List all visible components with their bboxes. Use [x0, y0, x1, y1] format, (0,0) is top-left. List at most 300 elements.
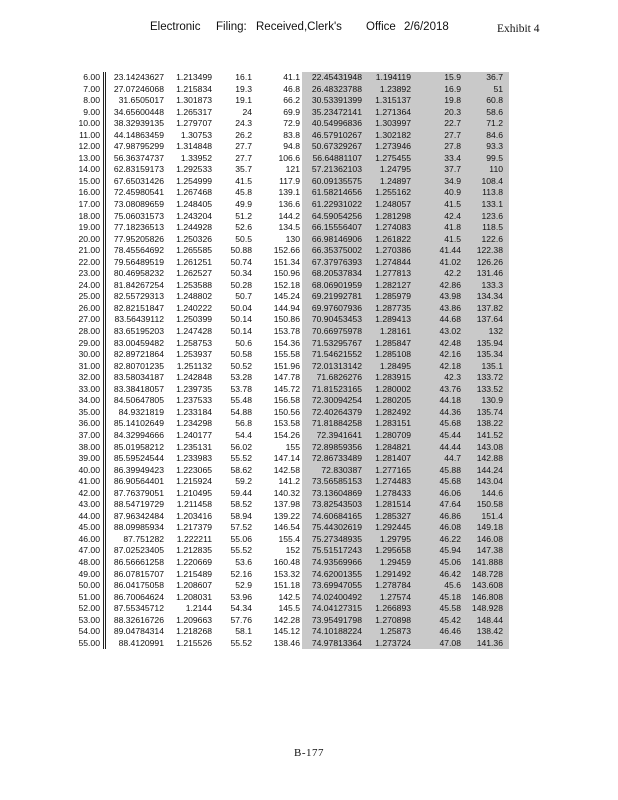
table-cell: 1.24795 — [364, 164, 411, 176]
table-cell: 46.57910267 — [302, 130, 364, 142]
table-cell: 60.09135575 — [302, 176, 364, 188]
table-row — [70, 603, 509, 615]
table-cell: 50.04 — [230, 302, 252, 313]
table-cell: 61.22931022 — [302, 199, 364, 211]
table-cell: 133.3 — [461, 280, 509, 292]
table-cell: 23.00 — [70, 268, 105, 280]
table-cell: 80.46958232 — [113, 268, 164, 279]
table-cell: 145.5 — [278, 603, 300, 614]
table-row — [70, 95, 509, 107]
table-cell: 146.08 — [461, 534, 509, 546]
table-cell: 150.86 — [273, 314, 300, 325]
table-cell: 45.18 — [411, 592, 461, 604]
table-cell: 136.6 — [278, 199, 300, 210]
table-cell: 1.240177 — [176, 429, 212, 440]
table-row — [70, 245, 509, 257]
table-cell: 141.52 — [461, 430, 509, 442]
table-cell: 148.728 — [461, 569, 509, 581]
table-row — [70, 176, 509, 188]
table-cell: 88.32616726 — [113, 614, 164, 625]
table-cell: 33.00 — [70, 384, 105, 396]
table-cell: 1.220669 — [176, 556, 212, 567]
table-cell: 85.59524544 — [113, 453, 164, 464]
table-cell: 53.00 — [70, 615, 105, 627]
table-row — [70, 130, 509, 142]
table-cell: 42.16 — [411, 349, 461, 361]
table-row — [70, 592, 509, 604]
table-cell: 1.291492 — [364, 569, 411, 581]
table-cell: 44.00 — [70, 511, 105, 523]
table-cell: 45.44 — [411, 430, 461, 442]
table-cell: 1.215489 — [176, 568, 212, 579]
table-cell: 1.208607 — [176, 580, 212, 591]
table-cell: 27.8 — [411, 141, 461, 153]
table-cell: 72.30094254 — [302, 395, 364, 407]
table-cell: 27.7 — [411, 130, 461, 142]
table-cell: 1.274483 — [364, 476, 411, 488]
header-electronic: Electronic — [150, 21, 201, 33]
table-cell: 1.29459 — [364, 557, 411, 569]
table-cell: 7.00 — [70, 84, 105, 96]
page-header — [0, 21, 618, 37]
table-cell: 40.54996836 — [302, 118, 364, 130]
table-cell: 29.00 — [70, 338, 105, 350]
table-cell: 74.97813364 — [302, 638, 364, 650]
table-row — [70, 476, 509, 488]
table-cell: 19.1 — [235, 95, 252, 106]
table-cell: 1.292533 — [176, 164, 212, 175]
table-cell: 123.6 — [461, 211, 509, 223]
table-cell: 24.3 — [235, 118, 252, 129]
table-row — [70, 384, 509, 396]
table-cell: 1.30753 — [180, 129, 212, 140]
table-cell: 44.14863459 — [113, 129, 164, 140]
table-cell: 69.21992781 — [302, 291, 364, 303]
table-cell: 55.06 — [230, 533, 252, 544]
table-cell: 44.68 — [411, 314, 461, 326]
table-cell: 42.18 — [411, 361, 461, 373]
table-cell: 154.36 — [273, 337, 300, 348]
table-cell: 160.48 — [273, 556, 300, 567]
table-cell: 14.00 — [70, 164, 105, 176]
table-cell: 1.302182 — [364, 130, 411, 142]
table-cell: 71.54621552 — [302, 349, 364, 361]
table-cell: 34.65600448 — [113, 106, 164, 117]
table-cell: 1.248802 — [176, 291, 212, 302]
table-row — [70, 545, 509, 557]
header-exhibit: Exhibit 4 — [497, 23, 540, 35]
table-cell: 1.253937 — [176, 349, 212, 360]
table-cell: 18.00 — [70, 211, 105, 223]
table-cell: 75.51517243 — [302, 545, 364, 557]
table-cell: 44.7 — [411, 453, 461, 465]
table-cell: 51.2 — [235, 210, 252, 221]
table-cell: 1.281298 — [364, 211, 411, 223]
table-cell: 137.82 — [461, 303, 509, 315]
table-cell: 150.96 — [273, 268, 300, 279]
table-cell: 46.8 — [283, 83, 300, 94]
table-cell: 1.215924 — [176, 476, 212, 487]
table-cell: 155 — [285, 441, 300, 452]
table-cell: 42.4 — [411, 211, 461, 223]
table-cell: 153.58 — [273, 418, 300, 429]
table-cell: 135.1 — [461, 361, 509, 373]
table-cell: 13.00 — [70, 153, 105, 165]
data-table-container — [70, 72, 530, 649]
table-cell: 144.94 — [273, 302, 300, 313]
table-cell: 151.4 — [461, 511, 509, 523]
table-cell: 72.01313142 — [302, 361, 364, 373]
table-cell: 36.7 — [461, 72, 509, 84]
table-cell: 70.66975978 — [302, 326, 364, 338]
table-cell: 81.84267254 — [113, 279, 164, 290]
table-cell: 50.67329267 — [302, 141, 364, 153]
table-cell: 73.56585153 — [302, 476, 364, 488]
table-cell: 72.9 — [283, 118, 300, 129]
table-cell: 66.98146906 — [302, 234, 364, 246]
table-cell: 58.1 — [235, 626, 252, 637]
table-cell: 86.56661258 — [113, 556, 164, 567]
table-cell: 66.35375002 — [302, 245, 364, 257]
table-cell: 85.01958212 — [113, 441, 164, 452]
table-cell: 56.64881107 — [302, 153, 364, 165]
table-cell: 45.58 — [411, 603, 461, 615]
table-cell: 1.211458 — [176, 499, 212, 510]
table-cell: 83.00459482 — [113, 337, 164, 348]
table-cell: 72.3941641 — [302, 430, 364, 442]
table-cell: 1.242848 — [176, 372, 212, 383]
table-cell: 57.76 — [230, 614, 252, 625]
table-cell: 42.3 — [411, 372, 461, 384]
table-cell: 1.33952 — [180, 152, 212, 163]
table-cell: 15.9 — [411, 72, 461, 84]
table-row — [70, 211, 509, 223]
table-cell: 75.27348935 — [302, 534, 364, 546]
table-cell: 1.27574 — [364, 592, 411, 604]
table-cell: 45.94 — [411, 545, 461, 557]
table-row — [70, 118, 509, 130]
table-cell: 38.00 — [70, 442, 105, 454]
table-row — [70, 418, 509, 430]
table-row — [70, 372, 509, 384]
table-cell: 22.00 — [70, 257, 105, 269]
table-cell: 42.86 — [411, 280, 461, 292]
table-cell: 143.608 — [461, 580, 509, 592]
table-cell: 1.281407 — [364, 453, 411, 465]
table-cell: 42.48 — [411, 338, 461, 350]
table-cell: 1.194119 — [364, 72, 411, 84]
table-cell: 135.94 — [461, 338, 509, 350]
table-cell: 31.00 — [70, 361, 105, 373]
table-cell: 24 — [242, 106, 252, 117]
table-cell: 9.00 — [70, 107, 105, 119]
table-cell: 69.97607936 — [302, 303, 364, 315]
table-cell: 144.6 — [461, 488, 509, 500]
table-cell: 68.20537834 — [302, 268, 364, 280]
table-cell: 1.240222 — [176, 302, 212, 313]
table-cell: 118.5 — [461, 222, 509, 234]
table-cell: 1.280205 — [364, 395, 411, 407]
table-cell: 149.18 — [461, 522, 509, 534]
table-cell: 152.66 — [273, 245, 300, 256]
table-cell: 138.42 — [461, 626, 509, 638]
table-cell: 143.08 — [461, 442, 509, 454]
table-cell: 50.52 — [230, 360, 252, 371]
table-cell: 134.5 — [278, 222, 300, 233]
table-cell: 154.26 — [273, 429, 300, 440]
table-cell: 1.215834 — [176, 83, 212, 94]
table-cell: 141.2 — [278, 476, 300, 487]
table-row — [70, 638, 509, 650]
table-cell: 44.44 — [411, 442, 461, 454]
table-cell: 88.54719729 — [113, 499, 164, 510]
table-cell: 1.314848 — [176, 141, 212, 152]
table-cell: 30.53391399 — [302, 95, 364, 107]
table-cell: 70.90453453 — [302, 314, 364, 326]
table-cell: 1.250399 — [176, 314, 212, 325]
table-cell: 50.5 — [235, 233, 252, 244]
table-row — [70, 626, 509, 638]
table-cell: 11.00 — [70, 130, 105, 142]
table-cell: 50.34 — [230, 268, 252, 279]
table-cell: 46.86 — [411, 511, 461, 523]
table-cell: 43.02 — [411, 326, 461, 338]
table-cell: 87.02523405 — [113, 545, 164, 556]
table-row — [70, 187, 509, 199]
table-cell: 46.00 — [70, 534, 105, 546]
table-cell: 45.88 — [411, 465, 461, 477]
header-date: 2/6/2018 — [404, 21, 449, 33]
table-cell: 20.00 — [70, 234, 105, 246]
table-cell: 75.44302619 — [302, 522, 364, 534]
table-cell: 53.6 — [235, 556, 252, 567]
table-cell: 41.5 — [235, 175, 252, 186]
table-cell: 16.9 — [411, 84, 461, 96]
table-cell: 1.235131 — [176, 441, 212, 452]
table-cell: 51 — [461, 84, 509, 96]
table-cell: 1.271364 — [364, 107, 411, 119]
table-cell: 1.277165 — [364, 465, 411, 477]
table-cell: 26.2 — [235, 129, 252, 140]
table-row — [70, 465, 509, 477]
table-cell: 138.46 — [273, 637, 300, 648]
table-cell: 1.285108 — [364, 349, 411, 361]
table-cell: 1.280709 — [364, 430, 411, 442]
table-cell: 19.00 — [70, 222, 105, 234]
table-cell: 1.2144 — [185, 603, 212, 614]
table-cell: 1.265585 — [176, 245, 212, 256]
table-cell: 1.267468 — [176, 187, 212, 198]
table-cell: 74.62001355 — [302, 569, 364, 581]
table-cell: 43.86 — [411, 303, 461, 315]
table-cell: 55.00 — [70, 638, 105, 650]
table-cell: 54.88 — [230, 406, 252, 417]
table-cell: 83.56439112 — [114, 314, 164, 325]
table-cell: 1.289413 — [364, 314, 411, 326]
table-cell: 55.52 — [230, 637, 252, 648]
table-cell: 71.53295767 — [302, 338, 364, 350]
table-cell: 135.74 — [461, 407, 509, 419]
table-cell: 47.00 — [70, 545, 105, 557]
table-cell: 82.80701235 — [113, 360, 164, 371]
table-cell: 49.9 — [235, 199, 252, 210]
table-row — [70, 395, 509, 407]
table-cell: 135.34 — [461, 349, 509, 361]
table-cell: 84.50647805 — [113, 395, 164, 406]
table-cell: 59.2 — [235, 476, 252, 487]
table-cell: 1.282127 — [364, 280, 411, 292]
table-cell: 72.830387 — [302, 465, 364, 477]
table-cell: 82.89721864 — [113, 349, 164, 360]
table-cell: 1.213499 — [176, 72, 212, 82]
table-cell: 1.212835 — [176, 545, 212, 556]
table-cell: 35.7 — [235, 164, 252, 175]
table-cell: 1.261822 — [364, 234, 411, 246]
table-cell: 50.88 — [230, 245, 252, 256]
table-cell: 1.285847 — [364, 338, 411, 350]
table-cell: 38.32939135 — [113, 118, 164, 129]
table-cell: 1.215526 — [176, 637, 212, 648]
table-cell: 64.59054256 — [302, 211, 364, 223]
table-cell: 86.39949423 — [113, 464, 164, 475]
table-cell: 45.68 — [411, 476, 461, 488]
table-cell: 58.52 — [230, 499, 252, 510]
table-cell: 83.38418057 — [113, 383, 164, 394]
table-cell: 71.2 — [461, 118, 509, 130]
table-cell: 71.81523165 — [302, 384, 364, 396]
table-row — [70, 234, 509, 246]
table-cell: 10.00 — [70, 118, 105, 130]
table-cell: 108.4 — [461, 176, 509, 188]
table-cell: 24.00 — [70, 280, 105, 292]
table-cell: 147.14 — [273, 453, 300, 464]
table-cell: 72.45980541 — [113, 187, 164, 198]
table-cell: 137.64 — [461, 314, 509, 326]
table-cell: 68.06901959 — [302, 280, 364, 292]
table-cell: 45.68 — [411, 418, 461, 430]
table-cell: 134.34 — [461, 291, 509, 303]
table-row — [70, 268, 509, 280]
table-cell: 46.06 — [411, 488, 461, 500]
table-cell: 57.21362103 — [302, 164, 364, 176]
table-cell: 74.04127315 — [302, 603, 364, 615]
table-row — [70, 338, 509, 350]
table-cell: 23.14243627 — [113, 72, 164, 82]
table-cell: 74.02400492 — [302, 592, 364, 604]
table-cell: 87.751282 — [123, 533, 164, 544]
table-cell: 1.287735 — [364, 303, 411, 315]
table-cell: 41.02 — [411, 257, 461, 269]
table-cell: 79.56489519 — [113, 256, 164, 267]
table-cell: 85.14102649 — [113, 418, 164, 429]
table-cell: 99.5 — [461, 153, 509, 165]
table-cell: 1.275455 — [364, 153, 411, 165]
table-cell: 48.00 — [70, 557, 105, 569]
data-table — [70, 72, 511, 649]
table-cell: 1.278433 — [364, 488, 411, 500]
table-cell: 148.928 — [461, 603, 509, 615]
table-cell: 52.16 — [230, 568, 252, 579]
table-cell: 43.76 — [411, 384, 461, 396]
table-cell: 77.95205826 — [113, 233, 164, 244]
table-cell: 1.295658 — [364, 545, 411, 557]
table-cell: 16.00 — [70, 187, 105, 199]
table-cell: 52.6 — [235, 222, 252, 233]
table-cell: 59.44 — [230, 487, 252, 498]
table-cell: 21.00 — [70, 245, 105, 257]
table-cell: 1.283151 — [364, 418, 411, 430]
table-cell: 1.273724 — [364, 638, 411, 650]
table-row — [70, 199, 509, 211]
table-cell: 26.48323788 — [302, 84, 364, 96]
table-cell: 86.90564401 — [113, 476, 164, 487]
table-cell: 82.82151847 — [113, 302, 164, 313]
table-cell: 130 — [285, 233, 300, 244]
table-row — [70, 257, 509, 269]
table-cell: 142.28 — [273, 614, 300, 625]
table-cell: 1.244928 — [176, 222, 212, 233]
table-cell: 87.76379051 — [113, 487, 164, 498]
table-cell: 93.3 — [461, 141, 509, 153]
table-cell: 86.04175058 — [113, 580, 164, 591]
table-cell: 1.247428 — [176, 326, 212, 337]
table-cell: 147.78 — [273, 372, 300, 383]
table-cell: 25.00 — [70, 291, 105, 303]
table-cell: 1.254999 — [176, 175, 212, 186]
table-cell: 1.266893 — [364, 603, 411, 615]
table-cell: 122.38 — [461, 245, 509, 257]
table-row — [70, 291, 509, 303]
table-cell: 1.270898 — [364, 615, 411, 627]
table-row — [70, 84, 509, 96]
table-cell: 50.58 — [230, 349, 252, 360]
table-cell: 50.14 — [230, 326, 252, 337]
table-cell: 142.88 — [461, 453, 509, 465]
table-cell: 83.65195203 — [113, 326, 164, 337]
header-office: Office — [366, 21, 396, 33]
table-cell: 75.06031573 — [113, 210, 164, 221]
table-cell: 1.24897 — [364, 176, 411, 188]
table-cell: 72.40264379 — [302, 407, 364, 419]
table-cell: 82.55729313 — [113, 291, 164, 302]
table-cell: 1.25873 — [364, 626, 411, 638]
table-cell: 1.237533 — [176, 395, 212, 406]
table-cell: 1.258753 — [176, 337, 212, 348]
table-cell: 58.62 — [230, 464, 252, 475]
table-cell: 122.6 — [461, 234, 509, 246]
table-cell: 47.08 — [411, 638, 461, 650]
table-cell: 1.248405 — [176, 199, 212, 210]
table-cell: 1.217379 — [176, 522, 212, 533]
table-cell: 73.08089659 — [113, 199, 164, 210]
table-cell: 27.00 — [70, 314, 105, 326]
table-cell: 44.36 — [411, 407, 461, 419]
table-cell: 27.7 — [235, 152, 252, 163]
table-cell: 52.9 — [235, 580, 252, 591]
table-cell: 131.46 — [461, 268, 509, 280]
table-cell: 88.4120991 — [118, 637, 164, 648]
table-cell: 58.6 — [461, 107, 509, 119]
table-cell: 74.60684165 — [302, 511, 364, 523]
table-cell: 139.1 — [278, 187, 300, 198]
table-cell: 74.10188224 — [302, 626, 364, 638]
table-cell: 56.8 — [235, 418, 252, 429]
table-cell: 45.00 — [70, 522, 105, 534]
table-cell: 72.89859356 — [302, 442, 364, 454]
table-cell: 36.00 — [70, 418, 105, 430]
table-cell: 67.65031426 — [113, 175, 164, 186]
table-cell: 55.52 — [230, 453, 252, 464]
